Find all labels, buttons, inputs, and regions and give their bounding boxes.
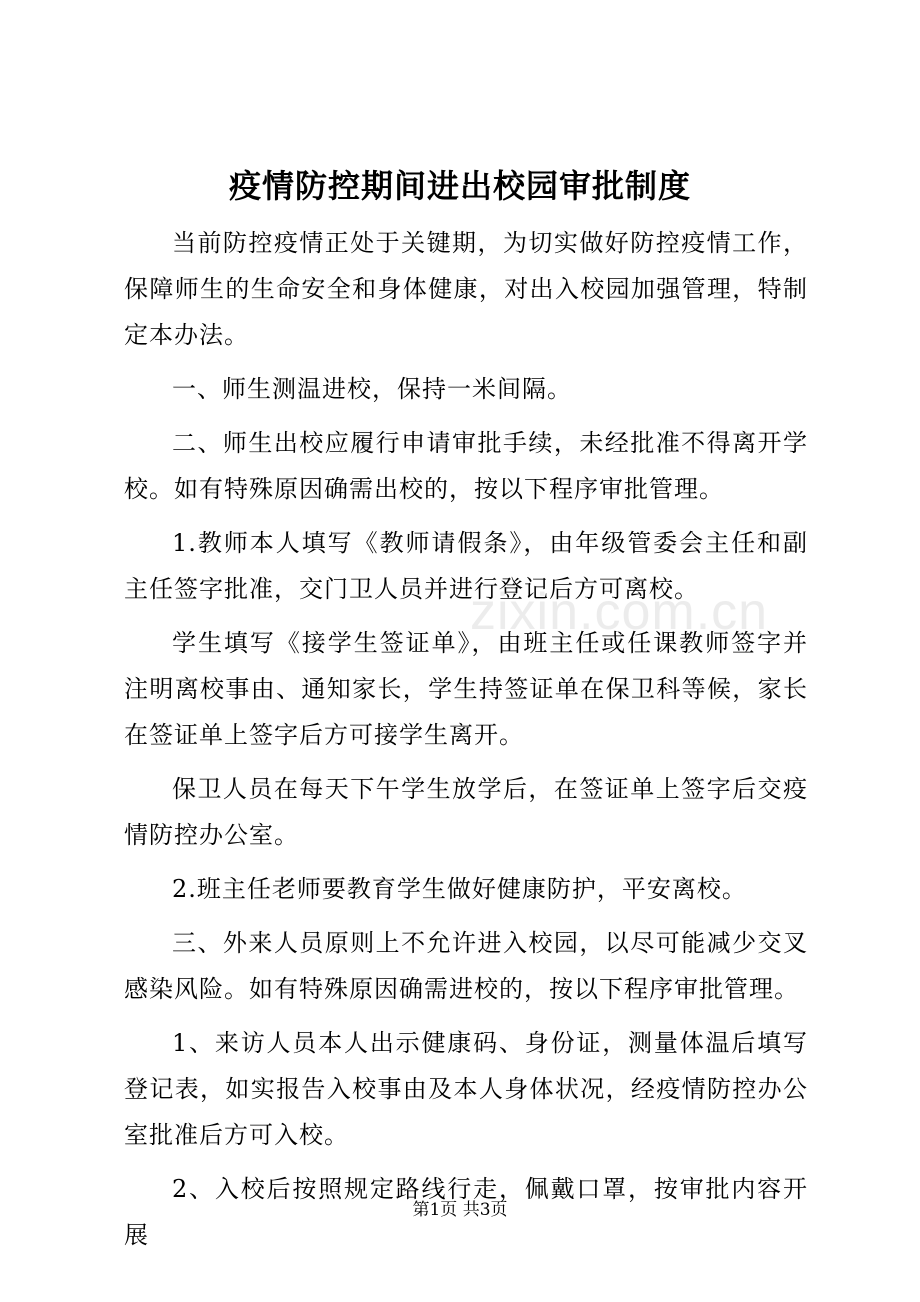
paragraph: 保卫人员在每天下午学生放学后，在签证单上签字后交疫情防控办公室。 — [124, 775, 808, 849]
document-title: 疫情防控期间进出校园审批制度 — [228, 167, 691, 205]
paragraph: 2.班主任老师要教育学生做好健康防护，平安离校。 — [172, 875, 747, 903]
page-footer: 第1页 共3页 — [412, 1200, 508, 1220]
paragraph: 1、来访人员本人出示健康码、身份证，测量体温后填写登记表，如实报告入校事由及本人身体状况，经疫情防控办公室批准后方可入校。 — [124, 1029, 808, 1149]
paragraph: 二、师生出校应履行申请审批手续，未经批准不得离开学校。如有特殊原因确需出校的，按以下程序审批管理。 — [124, 429, 808, 503]
paragraph: 一、师生测温进校，保持一米间隔。 — [172, 375, 572, 403]
paragraph: 当前防控疫情正处于关键期，为切实做好防控疫情工作，保障师生的生命安全和身体健康，对出入校园加强管理，特制定本办法。 — [124, 229, 808, 349]
paragraph: 三、外来人员原则上不允许进入校园，以尽可能减少交叉感染风险。如有特殊原因确需进校的，按以下程序审批管理。 — [124, 929, 808, 1003]
paragraph: 2、入校后按照规定路线行走，佩戴口罩，按审批内容开展 — [124, 1175, 808, 1249]
watermark: zixin.com.cn — [470, 583, 769, 641]
document-body — [124, 220, 808, 1266]
paragraph: 1.教师本人填写《教师请假条》，由年级管委会主任和副主任签字批准，交门卫人员并进行登记后方可离校。 — [124, 529, 808, 603]
paragraph: 学生填写《接学生签证单》，由班主任或任课教师签字并注明离校事由、通知家长，学生持签证单在保卫科等候，家长在签证单上签字后方可接学生离开。 — [124, 629, 808, 749]
